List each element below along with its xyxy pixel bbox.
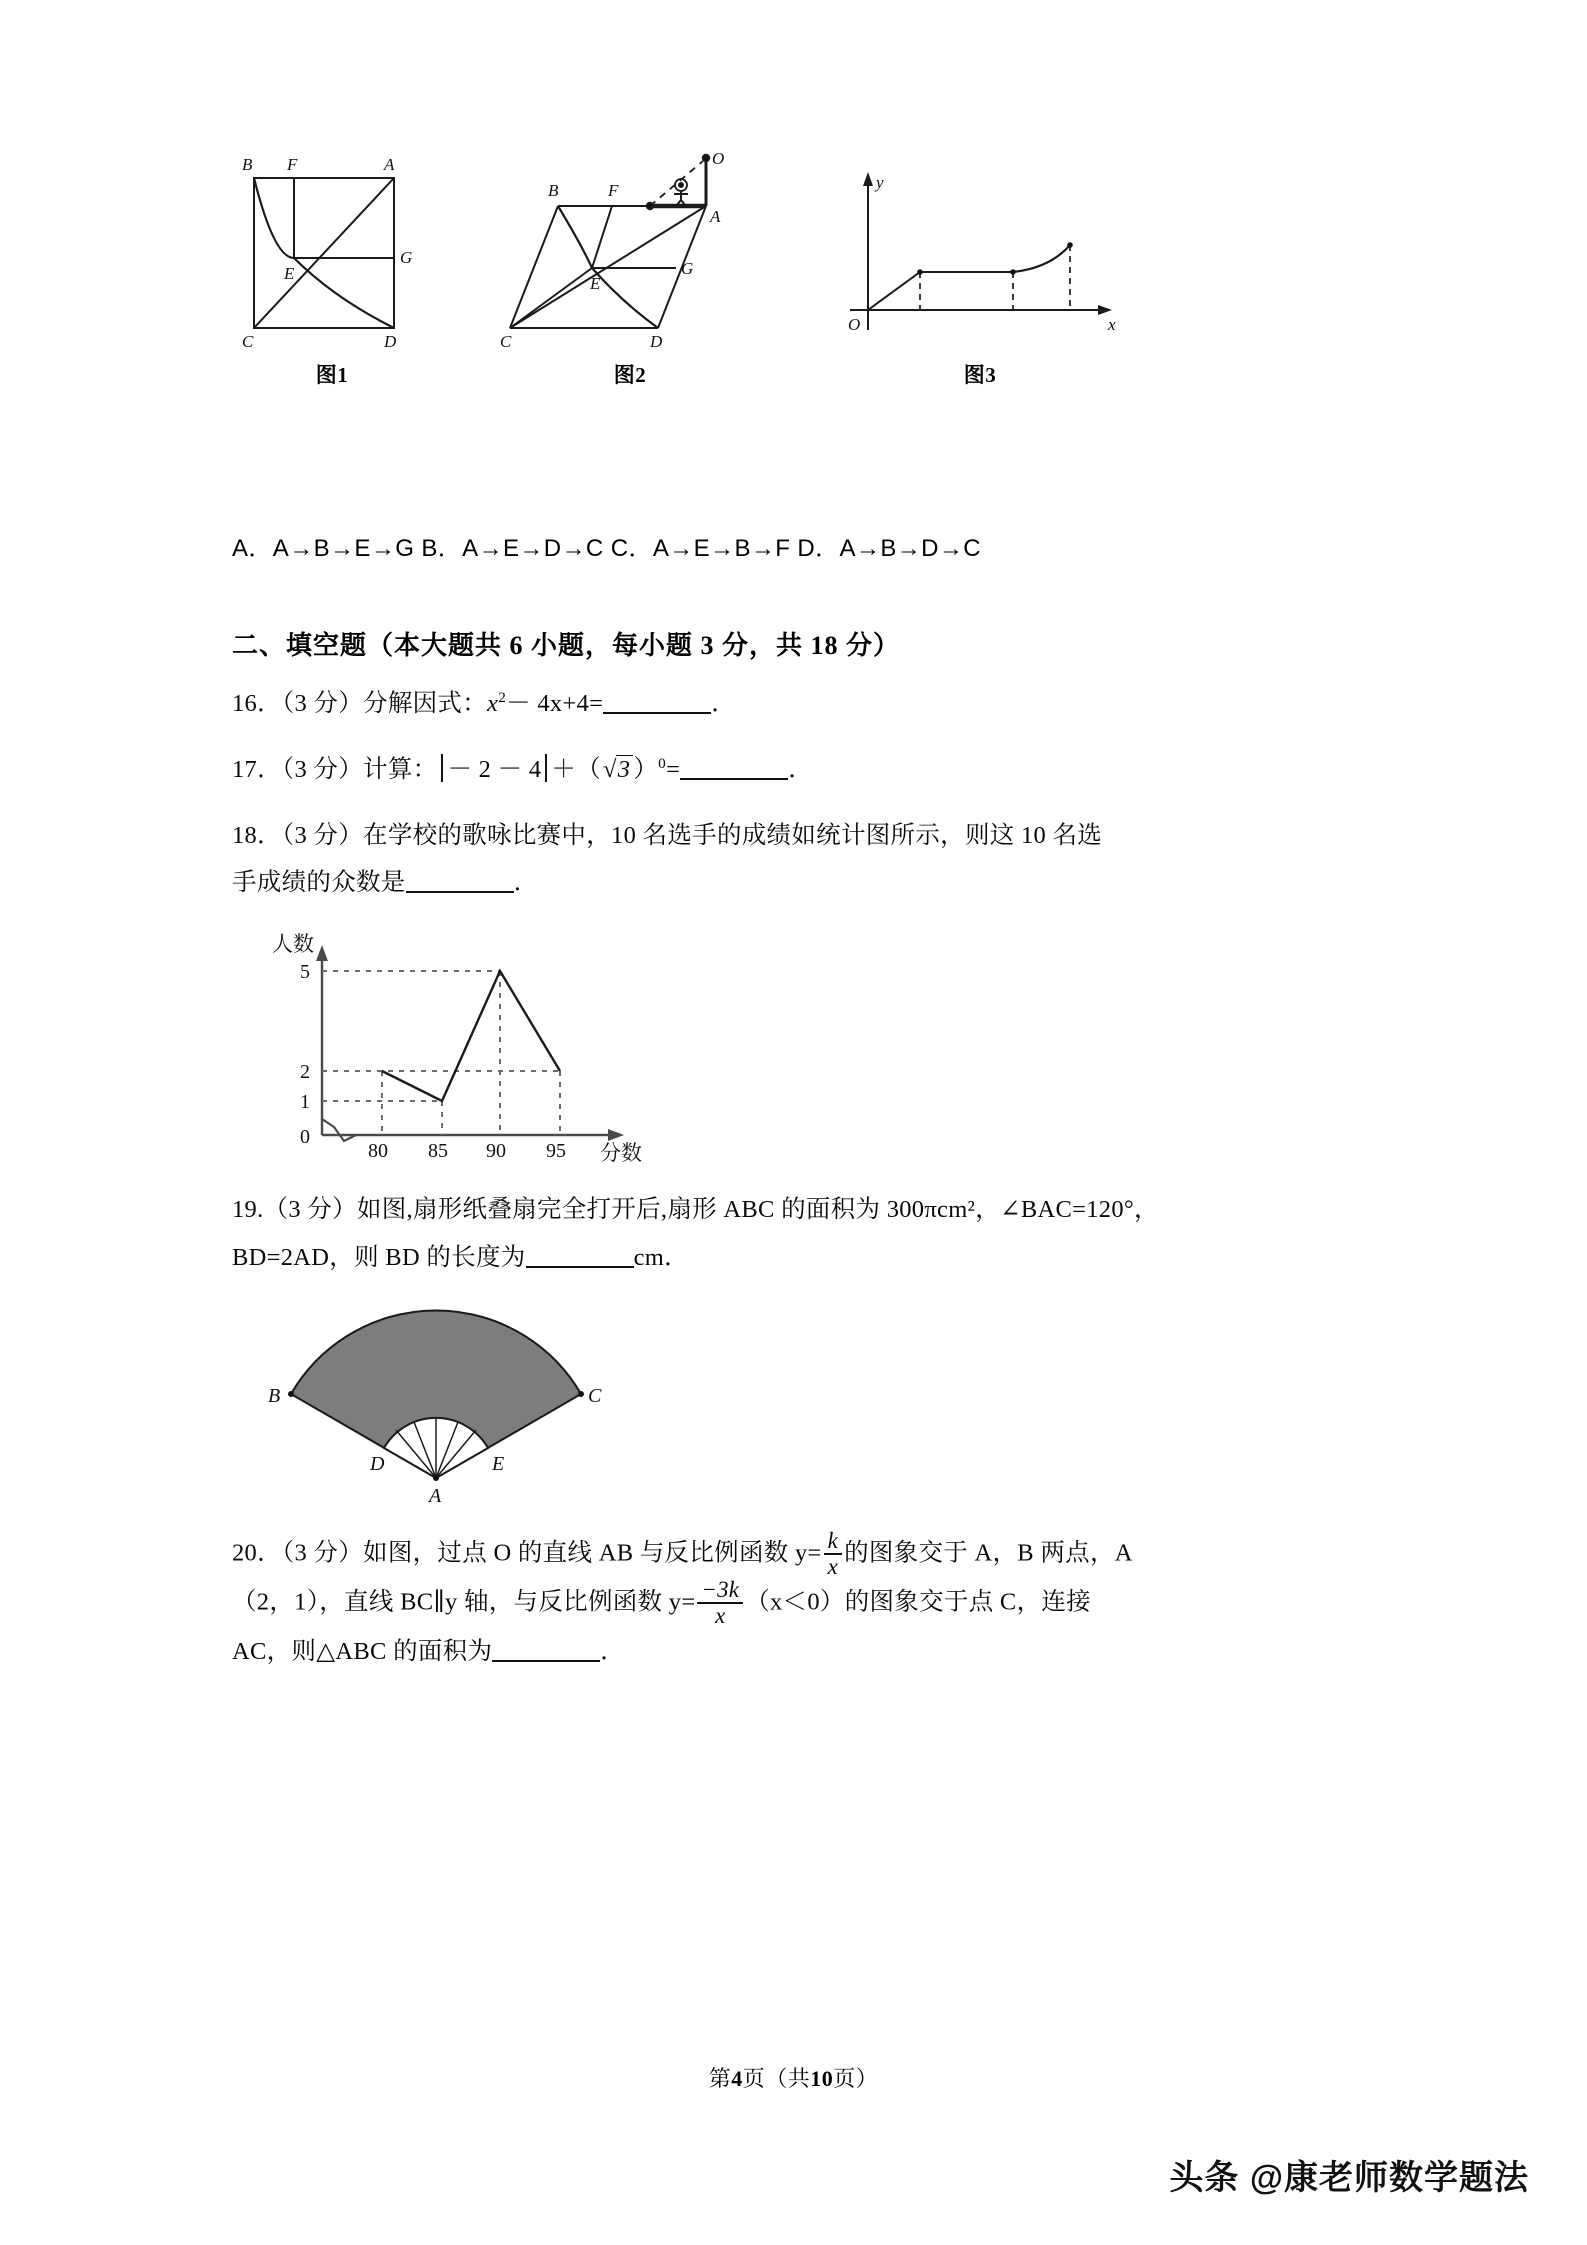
- figure-1: [232, 150, 432, 389]
- q18-answer-blank[interactable]: [406, 891, 514, 893]
- q20-answer-blank[interactable]: [492, 1660, 600, 1662]
- figure-3: [830, 150, 1130, 389]
- figure-2: [500, 150, 760, 389]
- q17-number: 17．: [232, 755, 282, 783]
- q18-text: 在学校的歌咏比赛中，10 名选手的成绩如统计图所示，则这 10 名选: [363, 821, 1103, 849]
- figure-1-caption: 图1: [315, 363, 349, 387]
- q17-inside: － 2 － 4: [447, 755, 542, 783]
- q20-frac1-denominator: x: [824, 1553, 842, 1579]
- q17-text: 计算：: [363, 755, 438, 783]
- q16-marks: （3 分）: [281, 690, 364, 717]
- q16-answer-blank[interactable]: [603, 712, 711, 714]
- figure-1-label-F: F: [287, 155, 298, 174]
- figure-2-label-B: B: [548, 181, 559, 200]
- chart-ylabel: 人数: [272, 932, 314, 957]
- q20-marks: （3 分）: [281, 1539, 364, 1567]
- q18-line-2: [232, 859, 1362, 907]
- page-footer: [0, 2062, 1587, 2093]
- q20-line-3: [232, 1628, 1362, 1676]
- q19-marks: （3 分）: [263, 1196, 357, 1224]
- figure-3-label-y: y: [876, 173, 884, 192]
- q16-expr-b: － 4x+4=: [506, 690, 604, 717]
- chart-xtick-95: 95: [546, 1140, 566, 1163]
- figure-1-label-C: C: [242, 332, 254, 350]
- figure-3-label-x: x: [1108, 315, 1116, 334]
- footer-prefix: 第: [708, 2066, 732, 2091]
- footer-page-number: 4: [731, 2066, 743, 2091]
- figure-2-caption: 图2: [613, 363, 647, 387]
- q20-line1-tail: 的图象交于 A，B 两点，A: [844, 1539, 1133, 1567]
- q20-frac1-numerator: k: [827, 1527, 839, 1553]
- q20-line-1: [232, 1529, 1362, 1579]
- q20-line2-tail: （x＜0）的图象交于点 C，连接: [745, 1588, 1091, 1616]
- q17-marks: （3 分）: [281, 755, 364, 783]
- q19-unit: cm．: [633, 1243, 689, 1271]
- q17-exponent: 0: [658, 754, 667, 772]
- score-frequency-chart-svg: [260, 913, 660, 1163]
- abs-bar-left-icon: [441, 754, 443, 782]
- footer-suffix: 页）: [833, 2066, 879, 2091]
- q20-frac2-numerator: −3k: [701, 1577, 740, 1603]
- q20-line1-text: 如图，过点 O 的直线 AB 与反比例函数 y=: [363, 1539, 822, 1567]
- figure-3-drawing: [830, 150, 1130, 350]
- q19-line2-text: BD=2AD，则 BD 的长度为: [232, 1243, 526, 1271]
- q20-line2-text: （2，1），直线 BC∥y 轴，与反比例函数 y=: [232, 1588, 696, 1616]
- chart-xtick-90: 90: [486, 1140, 506, 1163]
- q16-text: 分解因式：: [363, 690, 488, 717]
- q19-number: 19.: [232, 1196, 264, 1224]
- chart-ytick-0: 0: [300, 1126, 310, 1149]
- figure-1-label-E: E: [284, 264, 295, 283]
- q20-fraction-neg3k-over-x: [697, 1578, 743, 1628]
- page-content: [232, 0, 1362, 1676]
- q18-line-1: [232, 812, 1362, 860]
- figure-3-caption: 图3: [963, 363, 997, 387]
- fan-label-C: C: [588, 1384, 602, 1407]
- q17-plus: ＋（: [551, 755, 602, 783]
- figure-1-label-B: B: [242, 155, 253, 174]
- score-frequency-chart: [260, 913, 1362, 1168]
- chart-xtick-80: 80: [368, 1140, 388, 1163]
- question-16: [232, 680, 1362, 728]
- figure-2-label-A: A: [710, 207, 721, 226]
- q16-period: ．: [711, 690, 737, 717]
- figure-2-label-E: E: [590, 274, 601, 293]
- figure-2-drawing: [500, 150, 760, 350]
- sqrt-icon: √3: [601, 746, 633, 794]
- figure-3-label-O: O: [848, 315, 861, 334]
- q20-line-2: [232, 1578, 1362, 1628]
- chart-xtick-85: 85: [428, 1140, 448, 1163]
- figure-1-label-A: A: [384, 155, 395, 174]
- figure-2-label-C: C: [500, 332, 512, 350]
- figure-2-label-F: F: [608, 181, 619, 200]
- q17-period: ．: [788, 755, 813, 783]
- q18-number: 18．: [232, 821, 282, 849]
- question-20: [232, 1529, 1362, 1676]
- fan-label-D: D: [370, 1452, 385, 1475]
- q18-marks: （3 分）: [281, 821, 364, 849]
- q19-line-1: [232, 1186, 1362, 1234]
- figure-1-drawing: [232, 150, 432, 350]
- q20-line3-text: AC，则△ABC 的面积为: [232, 1638, 493, 1666]
- q20-frac2-denominator: x: [697, 1602, 743, 1628]
- chart-xlabel: 分数: [600, 1141, 642, 1164]
- answer-choices: A．A→B→E→G B．A→E→D→C C．A→E→B→F D．A→B→D→C: [232, 535, 982, 562]
- fan-label-E: E: [492, 1452, 505, 1475]
- figure-2-label-G: G: [681, 259, 694, 278]
- q19-text: 如图,扇形纸叠扇完全打开后,扇形 ABC 的面积为 300πcm²，∠BAC=120°，: [356, 1196, 1159, 1224]
- question-17: [232, 746, 1362, 794]
- question-18: [232, 812, 1362, 908]
- q17-answer-blank[interactable]: [680, 778, 788, 780]
- section-heading-fill-in-blank: 二、填空题（本大题共 6 小题，每小题 3 分，共 18 分）: [232, 631, 901, 660]
- chart-ytick-1: 1: [300, 1091, 310, 1114]
- q20-fraction-k-over-x: [824, 1529, 842, 1579]
- footer-total-pages: 10: [810, 2066, 834, 2091]
- figure-1-label-G: G: [400, 248, 413, 267]
- figure-1-label-D: D: [384, 332, 397, 350]
- fan-label-B: B: [268, 1384, 281, 1407]
- q20-number: 20．: [232, 1539, 282, 1567]
- watermark: 头条 @康老师数学题法: [1169, 2159, 1529, 2197]
- chart-ytick-2: 2: [300, 1061, 310, 1084]
- footer-middle: 页（共: [742, 2066, 811, 2091]
- q20-period: ．: [600, 1638, 626, 1666]
- q18-period: ．: [513, 869, 539, 897]
- q17-close: ）: [633, 755, 659, 783]
- fan-label-A: A: [429, 1484, 442, 1506]
- folding-fan-figure: [266, 1306, 1362, 1511]
- figure-2-label-D: D: [650, 332, 663, 350]
- q19-answer-blank[interactable]: [526, 1266, 634, 1268]
- q18-line2-text: 手成绩的众数是: [232, 869, 406, 897]
- figure-2-label-O: O: [712, 150, 725, 168]
- abs-bar-right-icon: [545, 754, 547, 782]
- q17-radicand: 3: [616, 755, 634, 783]
- q16-number: 16．: [232, 690, 282, 717]
- folding-fan-svg: [266, 1306, 606, 1506]
- q16-expr-sup: 2: [498, 688, 507, 706]
- question-19: [232, 1186, 1362, 1282]
- q19-line-2: [232, 1234, 1362, 1282]
- chart-ytick-5: 5: [300, 961, 310, 984]
- figures-row: [232, 150, 1362, 510]
- q17-equals: =: [666, 755, 681, 783]
- q16-expr-a: x: [487, 690, 499, 717]
